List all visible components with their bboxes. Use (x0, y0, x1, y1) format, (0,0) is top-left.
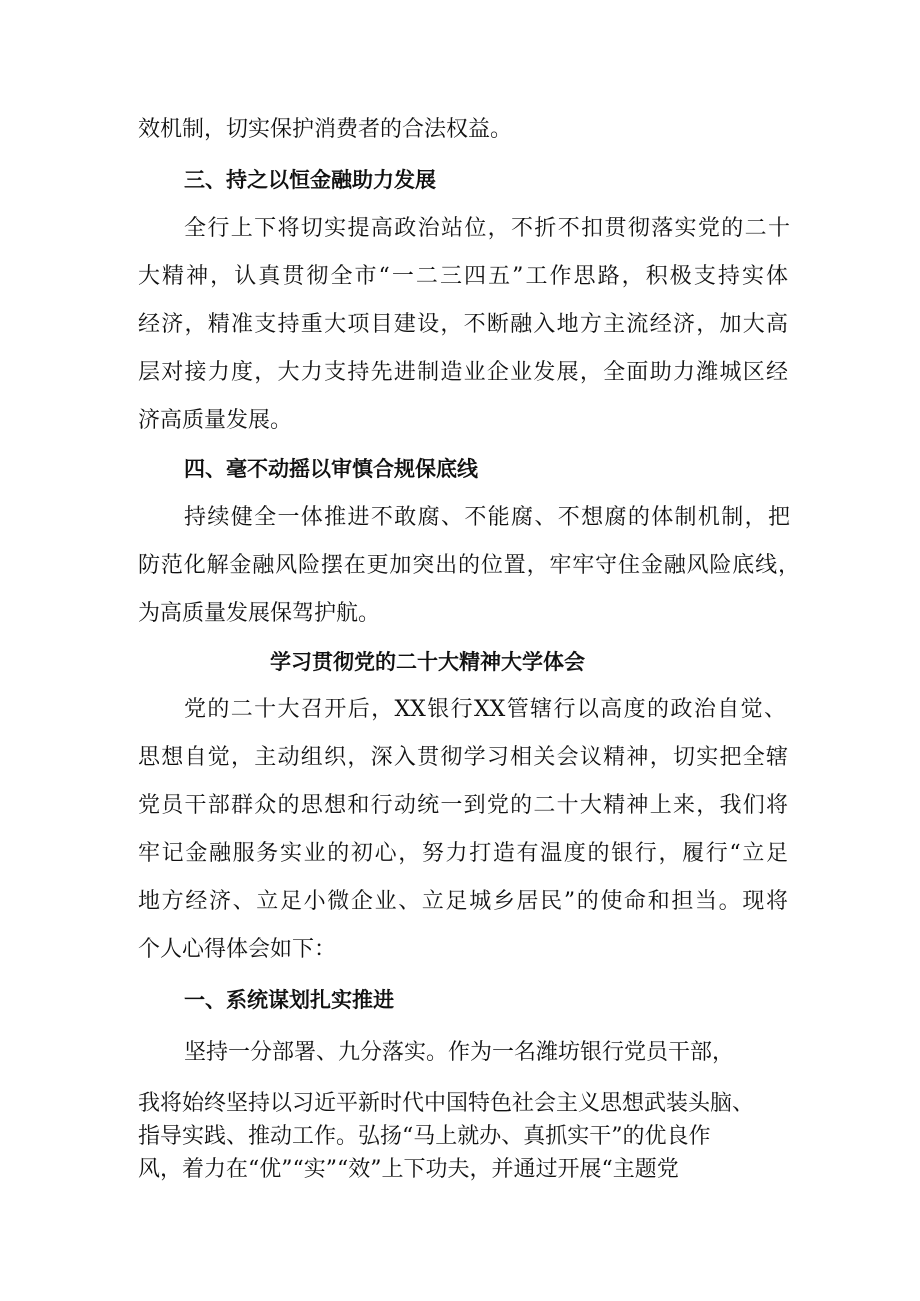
body-text-line: 党的二十大召开后，XX银行XX管辖行以高度的政治自觉、 (184, 697, 786, 722)
section-heading: 一、系统谋划扎实推进 (184, 988, 394, 1012)
body-text-line: 我将始终坚持以习近平新时代中国特色社会主义思想武装头脑、 (138, 1091, 755, 1116)
body-text-line: 持续健全一体推进不敢腐、不能腐、不想腐的体制机制，把 (184, 505, 790, 530)
body-text-line: 党员干部群众的思想和行动统一到党的二十大精神上来，我们将 (138, 793, 788, 818)
body-text-line: 济高质量发展。 (138, 408, 293, 433)
body-text-line: 牢记金融服务实业的初心，努力打造有温度的银行，履行“立足 (138, 841, 788, 866)
body-text-line: 经济，精准支持重大项目建设，不断融入地方主流经济，加大高 (138, 312, 788, 337)
body-text-line: 大精神，认真贯彻全市“一二三四五”工作思路，积极支持实体 (138, 264, 788, 289)
body-text-line: 防范化解金融风险摆在更加突出的位置，牢牢守住金融风险底线， (138, 553, 800, 578)
body-text-line: 个人心得体会如下： (138, 937, 337, 962)
body-text-line: 地方经济、立足小微企业、立足城乡居民”的使命和担当。现将 (138, 889, 788, 914)
document-title: 学习贯彻党的二十大精神大学体会 (270, 650, 585, 674)
body-text-line: 坚持一分部署、九分落实。作为一名潍坊银行党员干部， (184, 1040, 735, 1065)
body-text-line: 风，着力在“优”“实”“效”上下功夫，并通过开展“主题党 (138, 1157, 679, 1182)
body-text-line: 层对接力度，大力支持先进制造业企业发展，全面助力潍城区经 (138, 360, 788, 385)
body-text-line: 效机制，切实保护消费者的合法权益。 (138, 117, 513, 142)
body-text-line: 全行上下将切实提高政治站位，不折不扣贯彻落实党的二十 (184, 216, 790, 241)
body-text-line: 指导实践、推动工作。弘扬“马上就办、真抓实干”的优良作 (138, 1124, 711, 1149)
body-text-line: 思想自觉，主动组织，深入贯彻学习相关会议精神，切实把全辖 (138, 745, 788, 770)
section-heading: 四、毫不动摇以审慎合规保底线 (184, 457, 478, 481)
body-text-line: 为高质量发展保驾护航。 (138, 601, 381, 626)
section-heading: 三、持之以恒金融助力发展 (184, 168, 436, 192)
